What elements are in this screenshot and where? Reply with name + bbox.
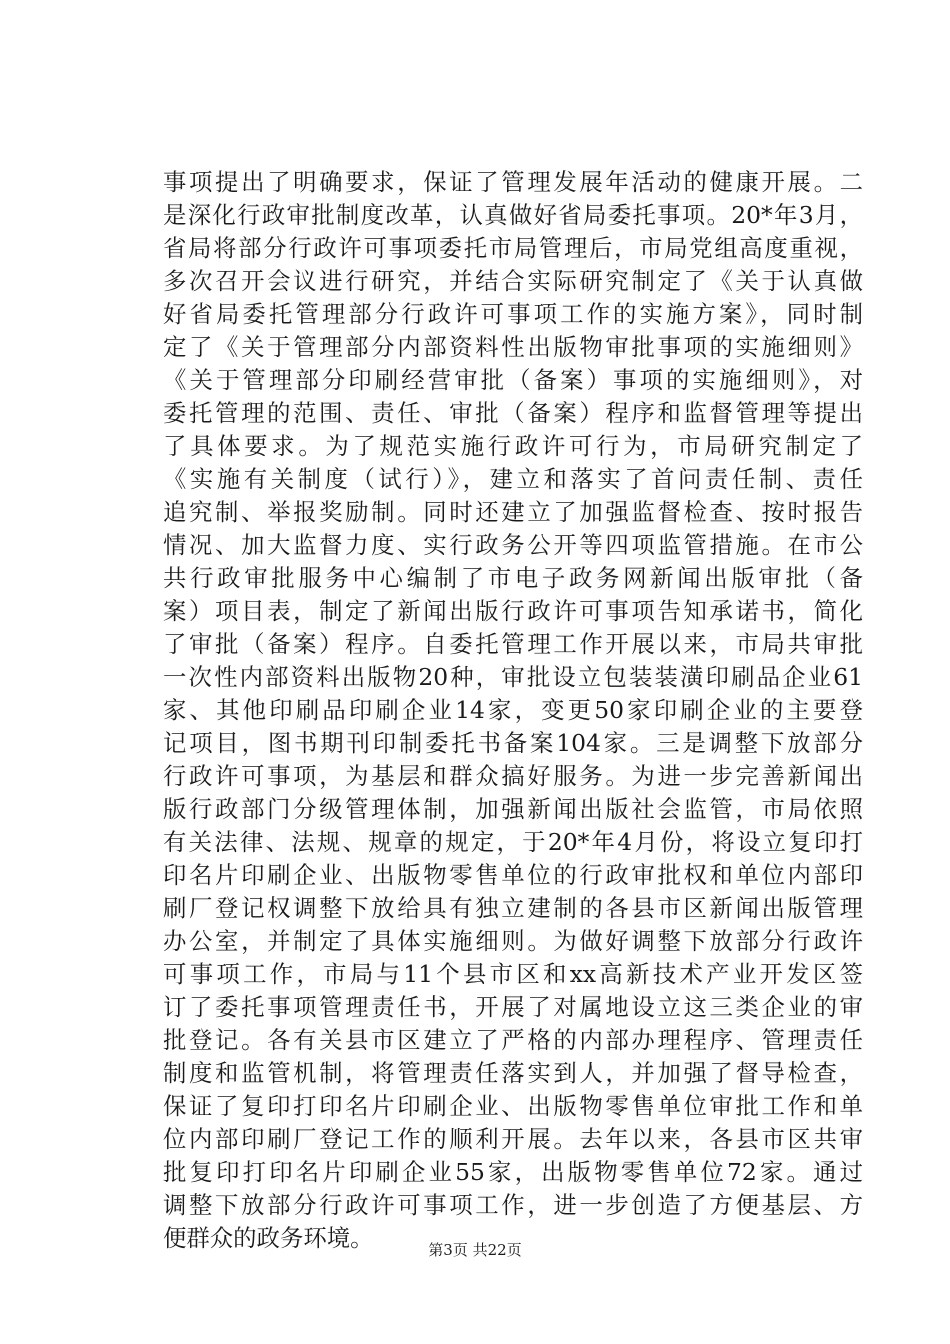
text-line: 制度和监管机制，将管理责任落实到人，并加强了督导检查， (163, 1059, 863, 1087)
text-line: 是深化行政审批制度改革，认真做好省局委托事项。20*年3月， (163, 201, 863, 229)
text-line: 省局将部分行政许可事项委托市局管理后，市局党组高度重视， (163, 234, 863, 262)
text-line: 批复印打印名片印刷企业55家，出版物零售单位72家。通过 (163, 1158, 863, 1186)
text-line: 订了委托事项管理责任书，开展了对属地设立这三类企业的审 (163, 993, 863, 1021)
text-line: 一次性内部资料出版物20种，审批设立包装装潢印刷品企业61 (163, 663, 863, 691)
text-line: 办公室，并制定了具体实施细则。为做好调整下放部分行政许 (163, 927, 863, 955)
text-line: 行政许可事项，为基层和群众搞好服务。为进一步完善新闻出 (163, 762, 863, 790)
body-paragraph (163, 166, 863, 1255)
text-line: 刷厂登记权调整下放给具有独立建制的各县市区新闻出版管理 (163, 894, 863, 922)
page-footer: 第3页 共22页 (428, 1241, 522, 1259)
text-line: 保证了复印打印名片印刷企业、出版物零售单位审批工作和单 (163, 1092, 863, 1120)
text-line: 便群众的政务环境。 (163, 1224, 374, 1252)
text-line: 了审批（备案）程序。自委托管理工作开展以来，市局共审批 (163, 630, 863, 658)
text-line: 有关法律、法规、规章的规定，于20*年4月份，将设立复印打 (163, 828, 863, 856)
text-line: 位内部印刷厂登记工作的顺利开展。去年以来，各县市区共审 (163, 1125, 863, 1153)
text-line: 了具体要求。为了规范实施行政许可行为，市局研究制定了 (163, 432, 863, 460)
text-line: 定了《关于管理部分内部资料性出版物审批事项的实施细则》 (163, 333, 863, 361)
text-line: 调整下放部分行政许可事项工作，进一步创造了方便基层、方 (163, 1191, 863, 1219)
text-line: 多次召开会议进行研究，并结合实际研究制定了《关于认真做 (163, 267, 863, 295)
text-line: 印名片印刷企业、出版物零售单位的行政审批权和单位内部印 (163, 861, 863, 889)
text-line: 好省局委托管理部分行政许可事项工作的实施方案》，同时制 (163, 300, 863, 328)
text-line: 共行政审批服务中心编制了市电子政务网新闻出版审批（备 (163, 564, 863, 592)
text-line: 情况、加大监督力度、实行政务公开等四项监管措施。在市公 (163, 531, 863, 559)
text-line: 追究制、举报奖励制。同时还建立了加强监督检查、按时报告 (163, 498, 863, 526)
text-line: 委托管理的范围、责任、审批（备案）程序和监督管理等提出 (163, 399, 863, 427)
text-line: 《关于管理部分印刷经营审批（备案）事项的实施细则》，对 (163, 366, 863, 394)
text-line: 版行政部门分级管理体制，加强新闻出版社会监管，市局依照 (163, 795, 863, 823)
text-line: 《实施有关制度（试行）》，建立和落实了首问责任制、责任 (163, 465, 863, 493)
text-line: 案）项目表，制定了新闻出版行政许可事项告知承诺书，简化 (163, 597, 863, 625)
text-line: 记项目，图书期刊印制委托书备案104家。三是调整下放部分 (163, 729, 863, 757)
text-line: 可事项工作，市局与11个县市区和xx高新技术产业开发区签 (163, 960, 863, 988)
text-line: 家、其他印刷品印刷企业14家，变更50家印刷企业的主要登 (163, 696, 863, 724)
text-line: 事项提出了明确要求，保证了管理发展年活动的健康开展。二 (163, 168, 863, 196)
text-line: 批登记。各有关县市区建立了严格的内部办理程序、管理责任 (163, 1026, 863, 1054)
